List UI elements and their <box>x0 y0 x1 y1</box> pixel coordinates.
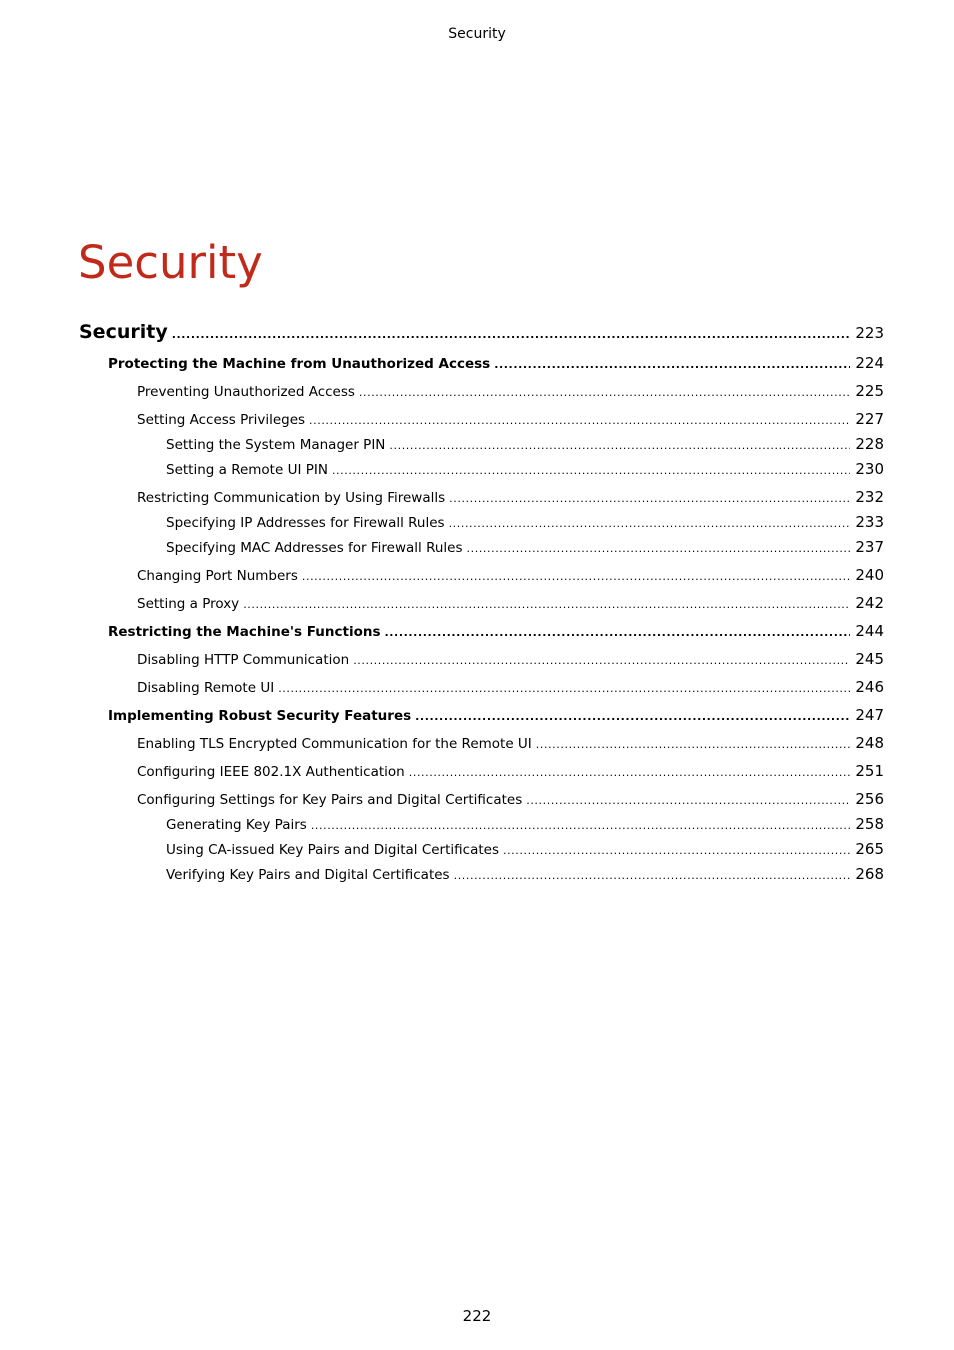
toc-leader-dots <box>409 766 851 779</box>
toc-entry-page: 258 <box>855 815 884 833</box>
toc-leader-dots <box>389 439 850 452</box>
toc-entry[interactable] <box>137 410 884 428</box>
toc-leader-dots <box>454 869 851 882</box>
toc-entry-label: Disabling Remote UI <box>137 680 275 696</box>
toc-entry-label: Disabling HTTP Communication <box>137 652 350 668</box>
toc-entry-page: 224 <box>855 354 884 372</box>
toc-entry-page: 225 <box>855 382 884 400</box>
toc-entry-label: Restricting the Machine's Functions <box>108 624 381 640</box>
toc-leader-dots <box>278 682 850 695</box>
toc-entry-page: 268 <box>855 865 884 883</box>
toc-entry[interactable] <box>108 354 884 372</box>
toc-entry-label: Preventing Unauthorized Access <box>137 384 355 400</box>
toc-entry[interactable] <box>166 865 884 883</box>
toc-leader-dots <box>385 626 851 639</box>
toc-entry-label: Verifying Key Pairs and Digital Certificates <box>166 867 450 883</box>
toc-leader-dots <box>449 517 851 530</box>
toc-entry-label: Restricting Communication by Using Firewalls <box>137 490 446 506</box>
toc-entry-page: 246 <box>855 678 884 696</box>
toc-entry-label: Using CA-issued Key Pairs and Digital Certificates <box>166 842 499 858</box>
toc-entry-page: 256 <box>855 790 884 808</box>
toc-entry[interactable] <box>137 566 884 584</box>
page-number: 222 <box>462 1307 492 1325</box>
toc-entry[interactable] <box>137 678 884 696</box>
toc-entry[interactable] <box>137 762 884 780</box>
toc-entry-page: 228 <box>855 435 884 453</box>
toc-leader-dots <box>415 710 850 723</box>
toc-entry-page: 248 <box>855 734 884 752</box>
toc-entry[interactable] <box>137 790 884 808</box>
toc-leader-dots <box>359 386 850 399</box>
toc-entry-label: Protecting the Machine from Unauthorized Access <box>108 356 491 372</box>
toc-entry-label: Implementing Robust Security Features <box>108 708 412 724</box>
toc-leader-dots <box>302 570 850 583</box>
toc-entry-label: Specifying MAC Addresses for Firewall Rules <box>166 540 463 556</box>
toc-entry-page: 251 <box>855 762 884 780</box>
toc-entry-label: Configuring IEEE 802.1X Authentication <box>137 764 405 780</box>
toc-entry[interactable] <box>137 650 884 668</box>
toc-entry[interactable] <box>166 815 884 833</box>
toc-entry-page: 237 <box>855 538 884 556</box>
toc-entry-page: 244 <box>855 622 884 640</box>
toc-entry-page: 227 <box>855 410 884 428</box>
toc-entry-label: Security <box>79 321 168 343</box>
toc-entry[interactable] <box>166 840 884 858</box>
toc-leader-dots <box>172 328 851 341</box>
toc-entry[interactable] <box>137 488 884 506</box>
toc-entry-page: 232 <box>855 488 884 506</box>
toc-entry-page: 240 <box>855 566 884 584</box>
toc-leader-dots <box>353 654 850 667</box>
toc-entry[interactable] <box>108 622 884 640</box>
toc-entry-page: 242 <box>855 594 884 612</box>
toc-entry[interactable] <box>166 435 884 453</box>
toc-entry-label: Setting a Remote UI PIN <box>166 462 328 478</box>
toc-entry-page: 265 <box>855 840 884 858</box>
toc-leader-dots <box>332 464 850 477</box>
toc-entry-page: 233 <box>855 513 884 531</box>
toc-entry-label: Configuring Settings for Key Pairs and Digital Certificates <box>137 792 523 808</box>
toc-leader-dots <box>467 542 851 555</box>
toc-leader-dots <box>449 492 850 505</box>
running-header: Security <box>448 26 506 42</box>
toc-entry-page: 245 <box>855 650 884 668</box>
toc-entry[interactable] <box>166 513 884 531</box>
toc-entry-page: 247 <box>855 706 884 724</box>
toc-entry[interactable] <box>166 460 884 478</box>
toc-entry-label: Changing Port Numbers <box>137 568 298 584</box>
toc-leader-dots <box>311 819 851 832</box>
toc-entry-label: Setting Access Privileges <box>137 412 306 428</box>
toc-entry[interactable] <box>79 321 884 343</box>
toc-entry-label: Setting the System Manager PIN <box>166 437 386 453</box>
toc-leader-dots <box>309 414 850 427</box>
toc-leader-dots <box>536 738 851 751</box>
toc-leader-dots <box>494 358 850 371</box>
toc-entry[interactable] <box>137 734 884 752</box>
toc-entry-page: 223 <box>855 324 884 342</box>
toc-entry-page: 230 <box>855 460 884 478</box>
toc-leader-dots <box>503 844 850 857</box>
toc-entry-label: Generating Key Pairs <box>166 817 307 833</box>
toc-entry[interactable] <box>137 594 884 612</box>
chapter-title: Security <box>78 236 263 289</box>
toc-entry[interactable] <box>166 538 884 556</box>
toc-entry[interactable] <box>137 382 884 400</box>
toc-entry-label: Setting a Proxy <box>137 596 240 612</box>
toc-leader-dots <box>526 794 850 807</box>
toc-entry-label: Specifying IP Addresses for Firewall Rules <box>166 515 445 531</box>
toc-entry[interactable] <box>108 706 884 724</box>
toc-leader-dots <box>243 598 850 611</box>
toc-entry-label: Enabling TLS Encrypted Communication for the Remote UI <box>137 736 532 752</box>
